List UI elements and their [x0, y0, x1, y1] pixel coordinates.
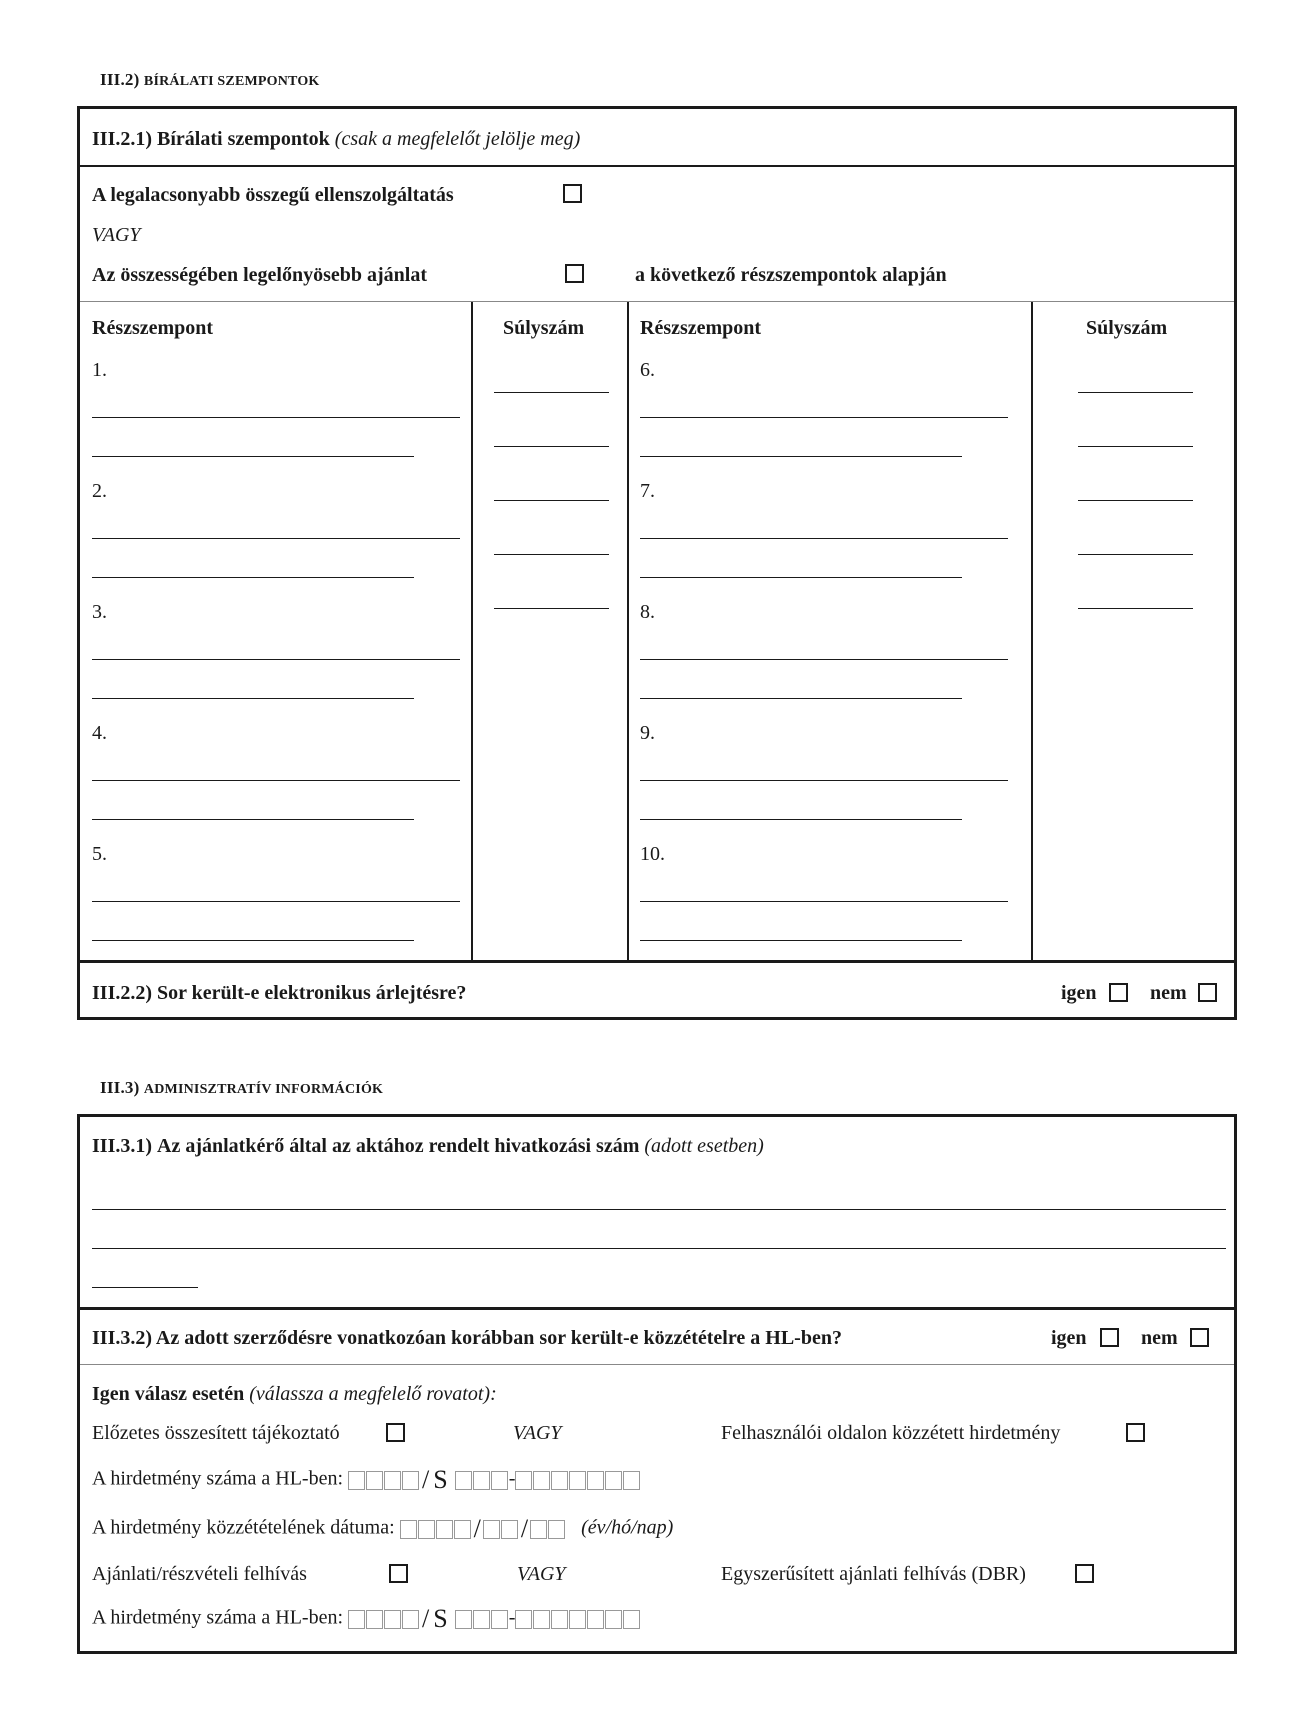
- weight-line[interactable]: [494, 446, 609, 447]
- pub-year-boxes[interactable]: [400, 1518, 472, 1541]
- prior-info-label: Előzetes összesített tájékoztató: [92, 1422, 340, 1444]
- criterion-line[interactable]: [640, 698, 962, 699]
- prior-publication-question: [92, 1327, 842, 1350]
- notice-year-boxes[interactable]: [348, 1608, 420, 1631]
- weight-line[interactable]: [494, 554, 609, 555]
- criterion-line[interactable]: [92, 901, 460, 902]
- pub-date-label: A hirdetmény közzétételének dátuma:: [92, 1516, 395, 1539]
- slash: /: [422, 1604, 430, 1633]
- criterion-line[interactable]: [640, 819, 962, 820]
- reference-number-line[interactable]: [92, 1248, 1226, 1249]
- notice-number-row: A hirdetmény száma a HL-ben: / S -: [92, 1465, 641, 1495]
- or-label: VAGY: [513, 1422, 562, 1444]
- subsection-label: Az adott szerződésre vonatkozóan korábban sor került-e közzétételre a HL-ben?: [155, 1327, 842, 1349]
- if-yes-label: Igen válasz esetén: [92, 1383, 245, 1405]
- weight-line[interactable]: [494, 500, 609, 501]
- s-label: S: [433, 1465, 448, 1494]
- notice-seq-boxes[interactable]: [515, 1608, 641, 1631]
- weight-line[interactable]: [494, 608, 609, 609]
- criterion-line[interactable]: [92, 698, 414, 699]
- buyer-profile-label: Felhasználói oldalon közzétett hirdetmény: [721, 1422, 1061, 1444]
- subsection-number: III.2.2): [92, 982, 153, 1004]
- weight-line[interactable]: [1078, 446, 1193, 447]
- evaluation-criteria-box: [77, 106, 1237, 1020]
- eauction-no-checkbox[interactable]: [1198, 983, 1217, 1002]
- if-yes-hint: (válassza a megfelelő rovatot):: [249, 1383, 497, 1405]
- criterion-line[interactable]: [92, 780, 460, 781]
- simplified-call-checkbox[interactable]: [1075, 1564, 1094, 1583]
- subsection-label: Bírálati szempontok: [157, 128, 330, 150]
- section-title: BÍRÁLATI SZEMPONTOK: [143, 74, 320, 89]
- eauction-yes-checkbox[interactable]: [1109, 983, 1128, 1002]
- section-number: III.2): [100, 70, 140, 89]
- criterion-line[interactable]: [640, 456, 962, 457]
- column-divider: [627, 302, 629, 960]
- or-label: VAGY: [517, 1563, 566, 1585]
- subsection-number: III.3.2): [92, 1327, 153, 1349]
- weight-line[interactable]: [1078, 608, 1193, 609]
- prior-info-checkbox[interactable]: [386, 1423, 405, 1442]
- criterion-number: 8.: [640, 601, 655, 623]
- s-label: S: [433, 1604, 448, 1633]
- criterion-number: 5.: [92, 843, 107, 865]
- administrative-info-box: [77, 1114, 1237, 1654]
- subsection-label: Sor került-e elektronikus árlejtésre?: [157, 982, 467, 1004]
- subsection-hint: (adott esetben): [644, 1135, 764, 1157]
- criterion-line[interactable]: [640, 538, 1008, 539]
- subsection-hint: (csak a megfelelőt jelölje meg): [334, 128, 581, 150]
- slash: /: [473, 1514, 481, 1543]
- criterion-line[interactable]: [92, 417, 460, 418]
- subsection-number: III.2.1): [92, 128, 153, 150]
- column-divider: [471, 302, 473, 960]
- weight-column-header: Súlyszám: [503, 317, 585, 339]
- criterion-number: 6.: [640, 359, 655, 381]
- lowest-price-checkbox[interactable]: [563, 184, 582, 203]
- notice-issue-boxes[interactable]: [455, 1608, 509, 1631]
- call-checkbox[interactable]: [389, 1564, 408, 1583]
- pub-month-boxes[interactable]: [483, 1518, 519, 1541]
- prior-pub-yes-checkbox[interactable]: [1100, 1328, 1119, 1347]
- notice-number-row-2: A hirdetmény száma a HL-ben: / S -: [92, 1604, 641, 1634]
- prior-pub-yes-label: igen: [1051, 1327, 1087, 1349]
- criterion-line[interactable]: [640, 577, 962, 578]
- pub-date-hint: (év/hó/nap): [581, 1516, 674, 1539]
- criterion-line[interactable]: [92, 659, 460, 660]
- subsection-number: III.3.1): [92, 1135, 153, 1157]
- criterion-line[interactable]: [92, 456, 414, 457]
- section-heading-iii2: [100, 70, 320, 90]
- notice-seq-boxes[interactable]: [515, 1469, 641, 1492]
- divider: [80, 1307, 1234, 1310]
- pub-date-row: [92, 1514, 673, 1544]
- notice-number-label: A hirdetmény száma a HL-ben:: [92, 1467, 344, 1490]
- best-value-checkbox[interactable]: [565, 264, 584, 283]
- criterion-column-header: Részszempont: [92, 317, 214, 339]
- notice-year-boxes[interactable]: [348, 1469, 420, 1492]
- slash: /: [422, 1465, 430, 1494]
- sub-criteria-suffix: a következő részszempontok alapján: [635, 264, 947, 286]
- best-value-label: Az összességében legelőnyösebb ajánlat: [92, 264, 427, 286]
- section-heading-iii3: [100, 1078, 383, 1098]
- criterion-line[interactable]: [92, 538, 460, 539]
- criterion-column-header: Részszempont: [640, 317, 762, 339]
- divider: [80, 1364, 1234, 1365]
- criterion-line[interactable]: [640, 659, 1008, 660]
- criterion-line[interactable]: [92, 577, 414, 578]
- or-label: VAGY: [92, 224, 141, 246]
- criterion-line[interactable]: [92, 819, 414, 820]
- criterion-number: 3.: [92, 601, 107, 623]
- simplified-call-label: Egyszerűsített ajánlati felhívás (DBR): [721, 1563, 1026, 1585]
- section-title: ADMINISZTRATÍV INFORMÁCIÓK: [143, 1082, 384, 1097]
- reference-number-line[interactable]: [92, 1209, 1226, 1210]
- notice-number-label: A hirdetmény száma a HL-ben:: [92, 1606, 344, 1629]
- weight-line[interactable]: [1078, 554, 1193, 555]
- prior-pub-no-checkbox[interactable]: [1190, 1328, 1209, 1347]
- weight-line[interactable]: [1078, 392, 1193, 393]
- reference-number-line[interactable]: [92, 1287, 198, 1288]
- column-divider: [1031, 302, 1033, 960]
- section-number: III.3): [100, 1078, 140, 1097]
- criterion-line[interactable]: [640, 940, 962, 941]
- weight-column-header: Súlyszám: [1086, 317, 1168, 339]
- criterion-number: 1.: [92, 359, 107, 381]
- criterion-line[interactable]: [92, 940, 414, 941]
- if-yes-line: [92, 1383, 497, 1406]
- eauction-question: [92, 982, 466, 1005]
- criterion-line[interactable]: [640, 901, 1008, 902]
- criterion-number: 9.: [640, 722, 655, 744]
- eauction-yes-label: igen: [1061, 982, 1097, 1004]
- weight-line[interactable]: [1078, 500, 1193, 501]
- subsection-title-iii31: [92, 1135, 764, 1158]
- divider: [80, 960, 1234, 963]
- slash: /: [520, 1514, 529, 1543]
- call-label: Ajánlati/részvételi felhívás: [92, 1563, 307, 1585]
- subsection-label: Az ajánlatkérő által az aktához rendelt hivatkozási szám: [157, 1135, 640, 1157]
- notice-issue-boxes[interactable]: [455, 1469, 509, 1492]
- criterion-line[interactable]: [640, 417, 1008, 418]
- weight-line[interactable]: [494, 392, 609, 393]
- criterion-number: 7.: [640, 480, 655, 502]
- criterion-number: 2.: [92, 480, 107, 502]
- divider: [80, 165, 1234, 167]
- criterion-line[interactable]: [640, 780, 1008, 781]
- lowest-price-label: A legalacsonyabb összegű ellenszolgáltatás: [92, 184, 454, 206]
- criterion-number: 10.: [640, 843, 665, 865]
- buyer-profile-checkbox[interactable]: [1126, 1423, 1145, 1442]
- eauction-no-label: nem: [1150, 982, 1187, 1004]
- pub-day-boxes[interactable]: [530, 1518, 566, 1541]
- prior-pub-no-label: nem: [1141, 1327, 1178, 1349]
- criterion-number: 4.: [92, 722, 107, 744]
- subsection-title-iii21: [92, 128, 580, 151]
- divider: [80, 301, 1234, 302]
